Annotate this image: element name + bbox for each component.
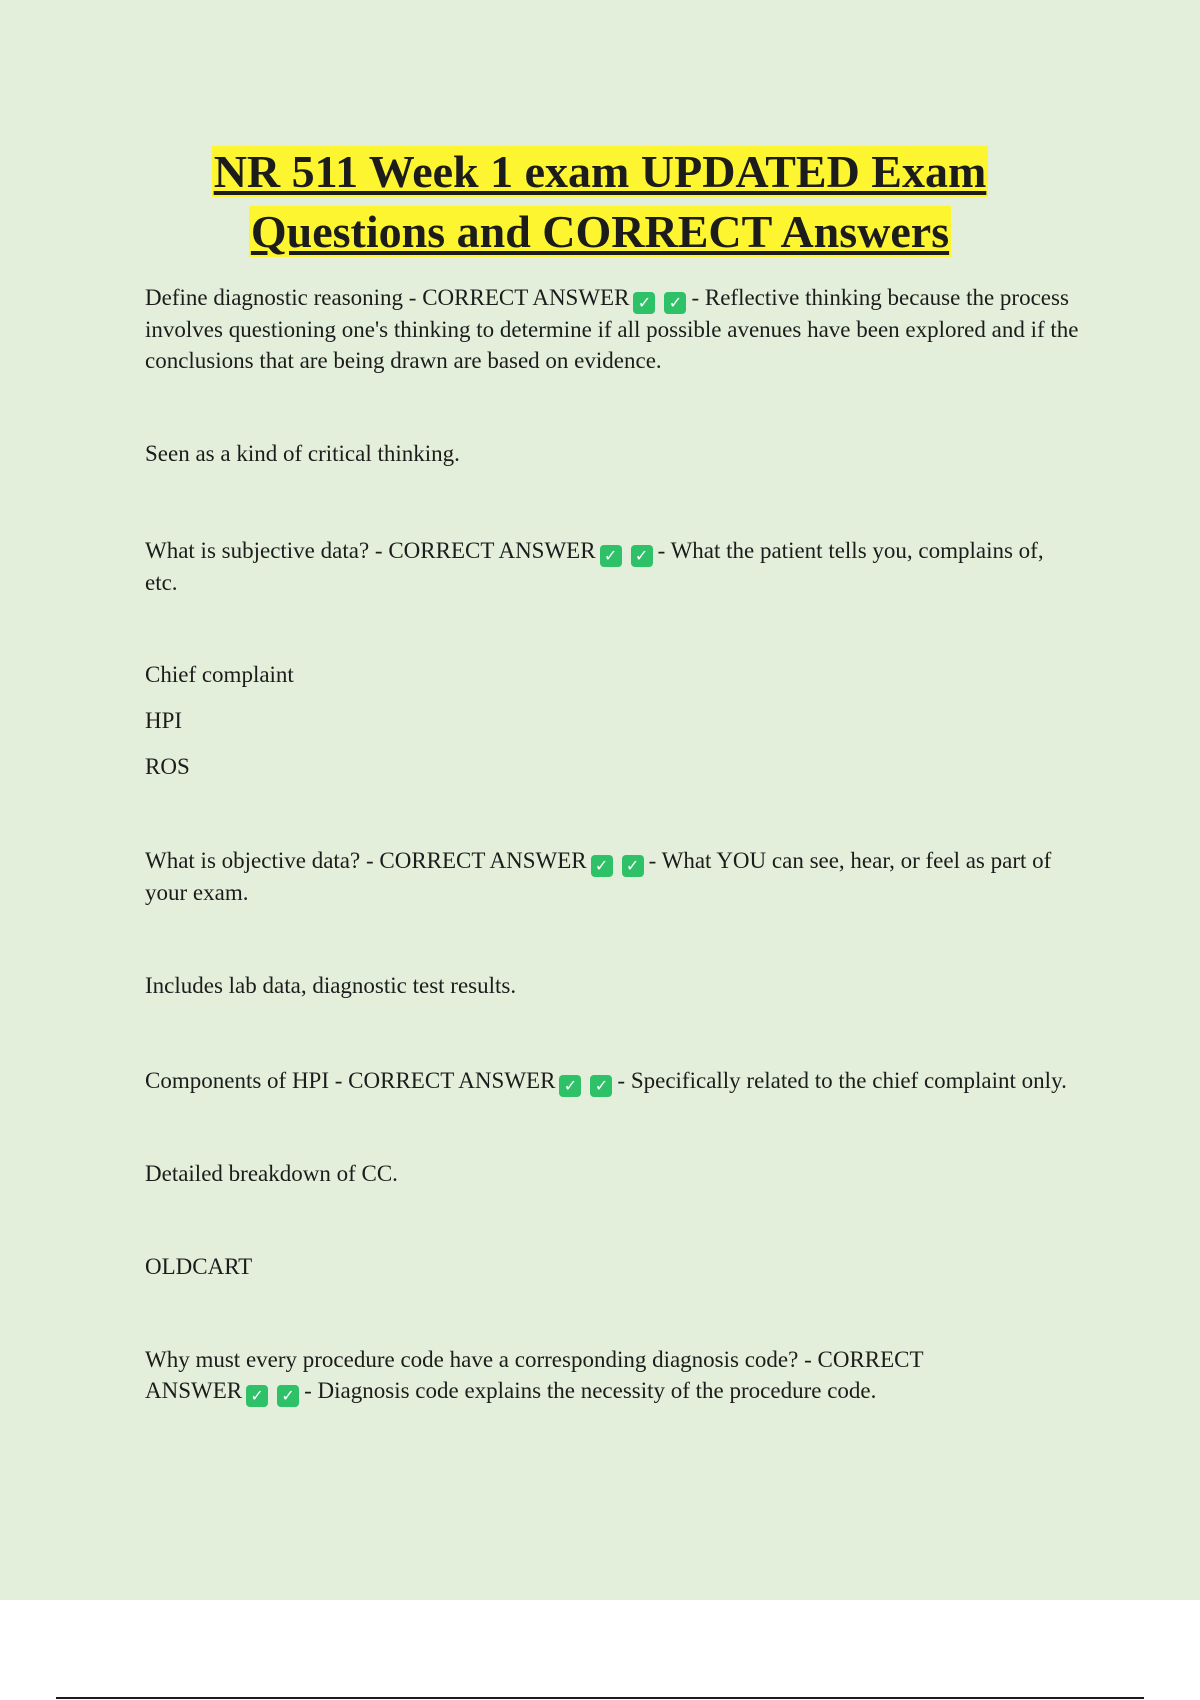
note-hpi: HPI [145, 708, 183, 733]
title-line-2: Questions and CORRECT Answers [250, 206, 950, 257]
answer-text: - What the patient tells you, complains of, etc. [145, 538, 1044, 595]
note-chief-complaint: Chief complaint [145, 662, 294, 687]
question-text: What is objective data? - [145, 848, 380, 873]
qa-item-diagnostic-reasoning [145, 282, 1080, 376]
question-text: Define diagnostic reasoning - [145, 285, 423, 310]
note-lab-data: Includes lab data, diagnostic test results. [145, 973, 517, 998]
checkmark-icon: ✓ [591, 855, 613, 877]
answer-marker: CORRECT ANSWER [388, 538, 596, 563]
qa-item-subjective-data [145, 535, 1080, 598]
note-ros: ROS [145, 754, 190, 779]
answer-text: - Reflective thinking because the process involves questioning one's thinking to determine if all possible avenues have been explored and if the conclusions that are being drawn are based on evidence. [145, 285, 1079, 373]
answer-marker: ANSWER [145, 1378, 243, 1403]
answer-text: - Diagnosis code explains the necessity of the procedure code. [304, 1378, 877, 1403]
answer-marker: CORRECT ANSWER [348, 1068, 556, 1093]
checkmark-icon: ✓ [633, 292, 655, 314]
checkmark-icon: ✓ [590, 1075, 612, 1097]
checkmark-icon: ✓ [622, 855, 644, 877]
checkmark-icon: ✓ [600, 545, 622, 567]
question-text: Why must every procedure code have a corresponding diagnosis code? - CORRECT [145, 1347, 924, 1372]
note-oldcart: OLDCART [145, 1254, 253, 1279]
qa-item-objective-data [145, 845, 1080, 908]
checkmark-icon: ✓ [246, 1385, 268, 1407]
question-text: What is subjective data? - [145, 538, 389, 563]
note-critical-thinking: Seen as a kind of critical thinking. [145, 441, 460, 466]
document-title [0, 142, 1200, 262]
question-text: Components of HPI - [145, 1068, 349, 1093]
answer-text: - What YOU can see, hear, or feel as part of your exam. [145, 848, 1052, 905]
qa-item-components-hpi [145, 1065, 1080, 1097]
answer-text: - Specifically related to the chief complaint only. [617, 1068, 1067, 1093]
title-line-1: NR 511 Week 1 exam UPDATED Exam [213, 146, 987, 197]
checkmark-icon: ✓ [631, 545, 653, 567]
checkmark-icon: ✓ [277, 1385, 299, 1407]
note-cc-breakdown: Detailed breakdown of CC. [145, 1161, 398, 1186]
answer-marker: CORRECT ANSWER [422, 285, 630, 310]
bottom-divider [56, 1697, 1144, 1699]
checkmark-icon: ✓ [559, 1075, 581, 1097]
qa-item-procedure-code [145, 1344, 1080, 1407]
answer-marker: CORRECT ANSWER [379, 848, 587, 873]
checkmark-icon: ✓ [664, 292, 686, 314]
document-body [145, 282, 1080, 1407]
